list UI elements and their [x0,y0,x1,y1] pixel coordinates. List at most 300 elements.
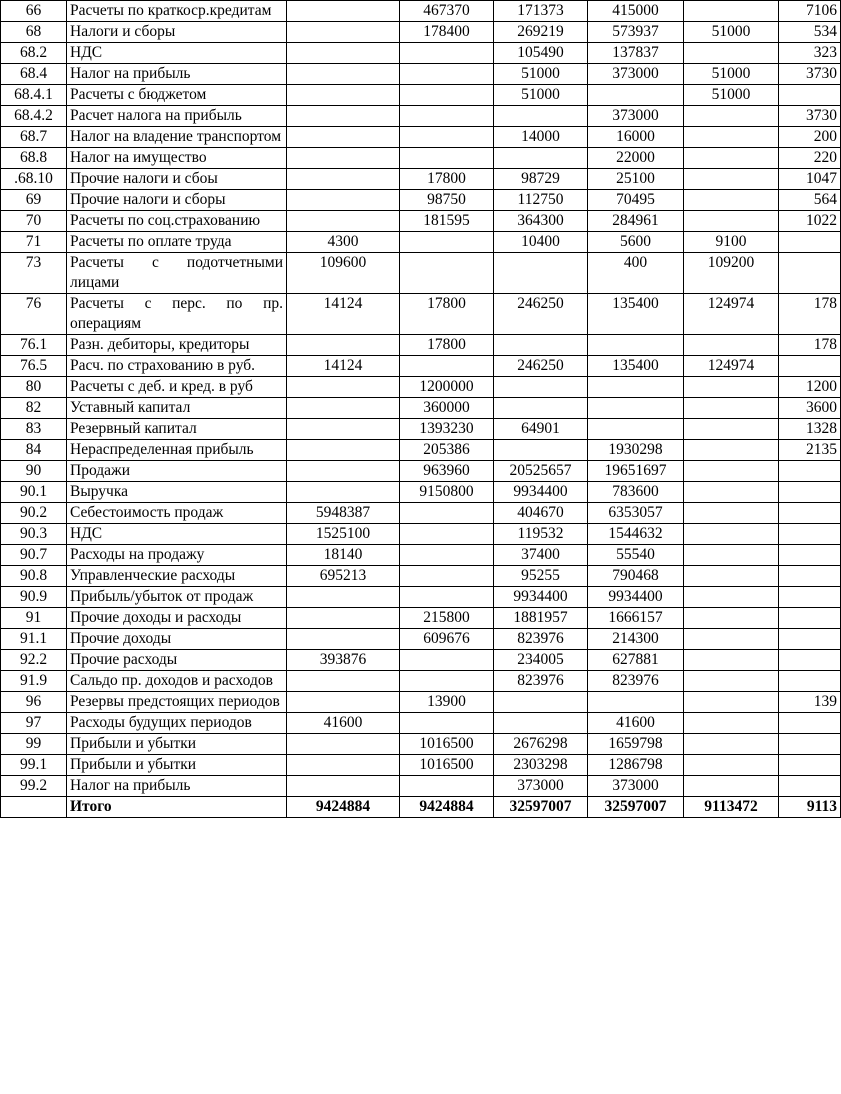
credit-opening-cell [400,232,494,253]
debit-opening-cell [287,734,400,755]
table-row [1,1,841,22]
account-code: .68.10 [1,169,67,190]
debit-opening-cell [287,608,400,629]
table-row [1,608,841,629]
debit-closing-cell: 124974 [684,356,779,377]
debit-turnover-cell: 2303298 [494,755,588,776]
debit-opening-cell: 5948387 [287,503,400,524]
credit-turnover-cell [588,377,684,398]
credit-opening-cell: 181595 [400,211,494,232]
account-name: Расчет налога на прибыль [67,106,287,127]
account-code: 80 [1,377,67,398]
table-row [1,482,841,503]
debit-turnover-cell: 9934400 [494,482,588,503]
total-credit-opening: 9424884 [400,797,494,818]
total-row [1,797,841,818]
credit-opening-cell [400,776,494,797]
credit-turnover-cell: 400 [588,253,684,294]
credit-opening-cell [400,650,494,671]
debit-turnover-cell: 51000 [494,85,588,106]
account-name: Нераспределенная прибыль [67,440,287,461]
credit-turnover-cell: 373000 [588,776,684,797]
credit-opening-cell [400,545,494,566]
credit-closing-cell [779,713,841,734]
account-name: Резервы предстоящих периодов [67,692,287,713]
account-name: Расходы на продажу [67,545,287,566]
debit-opening-cell [287,377,400,398]
debit-opening-cell: 109600 [287,253,400,294]
credit-closing-cell [779,566,841,587]
debit-opening-cell [287,671,400,692]
credit-closing-cell: 139 [779,692,841,713]
credit-turnover-cell: 573937 [588,22,684,43]
debit-turnover-cell: 105490 [494,43,588,64]
debit-closing-cell [684,545,779,566]
total-credit-turnover: 32597007 [588,797,684,818]
credit-closing-cell: 323 [779,43,841,64]
account-code: 68.8 [1,148,67,169]
account-code: 71 [1,232,67,253]
table-row [1,419,841,440]
table-row [1,629,841,650]
debit-closing-cell [684,377,779,398]
account-name: Уставный капитал [67,398,287,419]
credit-closing-cell [779,734,841,755]
debit-closing-cell [684,587,779,608]
debit-turnover-cell [494,398,588,419]
table-row [1,190,841,211]
credit-opening-cell: 1393230 [400,419,494,440]
account-name: Прочие доходы и расходы [67,608,287,629]
account-code: 99.1 [1,755,67,776]
credit-turnover-cell: 25100 [588,169,684,190]
credit-opening-cell [400,148,494,169]
debit-closing-cell [684,503,779,524]
debit-turnover-cell: 95255 [494,566,588,587]
credit-turnover-cell [588,419,684,440]
table-row [1,232,841,253]
debit-closing-cell: 109200 [684,253,779,294]
credit-opening-cell: 1016500 [400,755,494,776]
credit-closing-cell: 534 [779,22,841,43]
credit-opening-cell: 205386 [400,440,494,461]
credit-turnover-cell: 137837 [588,43,684,64]
credit-opening-cell [400,713,494,734]
credit-closing-cell [779,461,841,482]
debit-turnover-cell: 246250 [494,356,588,377]
credit-closing-cell [779,232,841,253]
table-row [1,734,841,755]
account-name: Управленческие расходы [67,566,287,587]
credit-closing-cell: 3600 [779,398,841,419]
ledger-body [1,1,841,818]
table-row [1,22,841,43]
table-row [1,587,841,608]
debit-closing-cell: 51000 [684,22,779,43]
credit-turnover-cell [588,692,684,713]
credit-turnover-cell: 214300 [588,629,684,650]
debit-opening-cell [287,211,400,232]
debit-turnover-cell: 373000 [494,776,588,797]
debit-turnover-cell: 64901 [494,419,588,440]
account-name: Расчеты с деб. и кред. в руб [67,377,287,398]
debit-turnover-cell: 171373 [494,1,588,22]
account-name: Прибыли и убытки [67,734,287,755]
account-code: 68.2 [1,43,67,64]
credit-turnover-cell: 135400 [588,356,684,377]
debit-turnover-cell [494,106,588,127]
debit-opening-cell [287,127,400,148]
account-code: 82 [1,398,67,419]
debit-opening-cell [287,148,400,169]
credit-closing-cell [779,755,841,776]
credit-turnover-cell [588,335,684,356]
table-row [1,43,841,64]
account-code: 76.1 [1,335,67,356]
debit-opening-cell [287,85,400,106]
account-code: 97 [1,713,67,734]
debit-closing-cell [684,335,779,356]
account-code: 76.5 [1,356,67,377]
account-code: 90.1 [1,482,67,503]
credit-opening-cell: 1200000 [400,377,494,398]
table-row [1,356,841,377]
account-name: Налог на прибыль [67,64,287,85]
debit-turnover-cell: 823976 [494,671,588,692]
credit-closing-cell: 178 [779,294,841,335]
debit-closing-cell [684,629,779,650]
total-debit-turnover: 32597007 [494,797,588,818]
debit-closing-cell [684,43,779,64]
credit-opening-cell [400,64,494,85]
debit-opening-cell [287,190,400,211]
account-code: 90.3 [1,524,67,545]
table-row [1,127,841,148]
credit-opening-cell [400,503,494,524]
debit-opening-cell [287,22,400,43]
table-row [1,106,841,127]
credit-opening-cell: 609676 [400,629,494,650]
credit-opening-cell [400,566,494,587]
debit-opening-cell [287,169,400,190]
credit-opening-cell [400,106,494,127]
debit-turnover-cell [494,335,588,356]
debit-opening-cell: 393876 [287,650,400,671]
credit-turnover-cell: 1544632 [588,524,684,545]
credit-closing-cell: 200 [779,127,841,148]
debit-turnover-cell: 119532 [494,524,588,545]
account-code: 90 [1,461,67,482]
debit-turnover-cell: 269219 [494,22,588,43]
debit-closing-cell: 51000 [684,85,779,106]
credit-opening-cell [400,85,494,106]
credit-turnover-cell: 6353057 [588,503,684,524]
credit-turnover-cell: 1666157 [588,608,684,629]
debit-opening-cell [287,43,400,64]
debit-turnover-cell: 51000 [494,64,588,85]
debit-closing-cell [684,211,779,232]
account-name: Продажи [67,461,287,482]
credit-closing-cell [779,650,841,671]
table-row [1,253,841,294]
credit-closing-cell: 7106 [779,1,841,22]
credit-closing-cell: 2135 [779,440,841,461]
account-code: 84 [1,440,67,461]
credit-turnover-cell: 373000 [588,106,684,127]
credit-opening-cell: 17800 [400,294,494,335]
account-code: 92.2 [1,650,67,671]
credit-opening-cell: 17800 [400,335,494,356]
table-row [1,692,841,713]
account-code: 68.4.2 [1,106,67,127]
account-code: 99 [1,734,67,755]
debit-closing-cell [684,482,779,503]
account-code: 76 [1,294,67,335]
debit-opening-cell [287,106,400,127]
credit-closing-cell [779,671,841,692]
debit-opening-cell: 41600 [287,713,400,734]
credit-turnover-cell: 9934400 [588,587,684,608]
table-row [1,294,841,335]
table-row [1,148,841,169]
credit-turnover-cell: 1286798 [588,755,684,776]
account-name: Прочие налоги и сборы [67,190,287,211]
credit-turnover-cell: 1659798 [588,734,684,755]
credit-opening-cell [400,253,494,294]
account-name: Прочие расходы [67,650,287,671]
account-code: 68.4 [1,64,67,85]
account-name: Налог на владение транспортом [67,127,287,148]
debit-turnover-cell: 9934400 [494,587,588,608]
credit-turnover-cell: 1930298 [588,440,684,461]
credit-closing-cell: 220 [779,148,841,169]
account-name: Расходы будущих периодов [67,713,287,734]
debit-turnover-cell [494,148,588,169]
account-name: НДС [67,43,287,64]
account-code: 90.9 [1,587,67,608]
credit-opening-cell: 1016500 [400,734,494,755]
debit-turnover-cell: 823976 [494,629,588,650]
debit-closing-cell [684,398,779,419]
credit-opening-cell: 17800 [400,169,494,190]
debit-turnover-cell: 364300 [494,211,588,232]
debit-opening-cell [287,629,400,650]
credit-turnover-cell: 16000 [588,127,684,148]
credit-opening-cell: 467370 [400,1,494,22]
credit-closing-cell: 1022 [779,211,841,232]
debit-opening-cell [287,1,400,22]
total-credit-closing: 9113 [779,797,841,818]
debit-opening-cell: 18140 [287,545,400,566]
credit-turnover-cell: 373000 [588,64,684,85]
debit-closing-cell [684,692,779,713]
credit-opening-cell: 360000 [400,398,494,419]
credit-turnover-cell: 5600 [588,232,684,253]
debit-turnover-cell: 246250 [494,294,588,335]
credit-closing-cell: 1047 [779,169,841,190]
debit-closing-cell: 51000 [684,64,779,85]
credit-opening-cell: 215800 [400,608,494,629]
credit-closing-cell [779,608,841,629]
debit-turnover-cell: 404670 [494,503,588,524]
account-name: Себестоимость продаж [67,503,287,524]
debit-closing-cell [684,734,779,755]
account-name: Резервный капитал [67,419,287,440]
debit-turnover-cell: 234005 [494,650,588,671]
debit-turnover-cell: 14000 [494,127,588,148]
debit-opening-cell [287,692,400,713]
debit-closing-cell [684,419,779,440]
credit-closing-cell [779,776,841,797]
debit-turnover-cell [494,253,588,294]
account-code: 68 [1,22,67,43]
credit-turnover-cell: 790468 [588,566,684,587]
table-row [1,461,841,482]
total-code-cell [1,797,67,818]
table-row [1,440,841,461]
account-code: 90.2 [1,503,67,524]
account-code: 99.2 [1,776,67,797]
account-code: 70 [1,211,67,232]
debit-opening-cell: 4300 [287,232,400,253]
debit-closing-cell [684,524,779,545]
debit-closing-cell [684,148,779,169]
credit-closing-cell: 564 [779,190,841,211]
debit-turnover-cell: 1881957 [494,608,588,629]
account-name: Налог на имущество [67,148,287,169]
debit-closing-cell [684,566,779,587]
account-name: Прочие доходы [67,629,287,650]
account-name: Налог на прибыль [67,776,287,797]
total-label: Итого [67,797,287,818]
account-code: 68.7 [1,127,67,148]
credit-opening-cell [400,356,494,377]
debit-closing-cell [684,608,779,629]
debit-opening-cell [287,587,400,608]
debit-closing-cell [684,169,779,190]
credit-opening-cell [400,671,494,692]
debit-closing-cell [684,776,779,797]
table-row [1,545,841,566]
credit-closing-cell [779,524,841,545]
total-debit-opening: 9424884 [287,797,400,818]
debit-opening-cell [287,776,400,797]
debit-opening-cell: 695213 [287,566,400,587]
table-row [1,377,841,398]
account-name: Расчеты по соц.страхованию [67,211,287,232]
debit-opening-cell [287,482,400,503]
credit-closing-cell [779,629,841,650]
credit-turnover-cell: 783600 [588,482,684,503]
credit-turnover-cell: 627881 [588,650,684,671]
account-name: Расчеты с подотчетными лицами [67,253,287,294]
account-name: Расчеты с перс. по пр. операциям [67,294,287,335]
debit-turnover-cell [494,692,588,713]
credit-closing-cell: 3730 [779,106,841,127]
credit-closing-cell [779,356,841,377]
credit-closing-cell [779,253,841,294]
debit-turnover-cell [494,377,588,398]
debit-closing-cell [684,461,779,482]
debit-turnover-cell [494,440,588,461]
account-name: Сальдо пр. доходов и расходов [67,671,287,692]
credit-closing-cell [779,545,841,566]
debit-closing-cell [684,1,779,22]
account-name: Прибыль/убыток от продаж [67,587,287,608]
debit-closing-cell [684,713,779,734]
table-row [1,524,841,545]
debit-opening-cell [287,461,400,482]
credit-turnover-cell: 135400 [588,294,684,335]
account-code: 90.7 [1,545,67,566]
account-name: НДС [67,524,287,545]
account-code: 83 [1,419,67,440]
debit-turnover-cell [494,713,588,734]
credit-turnover-cell: 415000 [588,1,684,22]
credit-turnover-cell [588,85,684,106]
account-code: 91 [1,608,67,629]
credit-opening-cell: 98750 [400,190,494,211]
debit-closing-cell [684,190,779,211]
credit-closing-cell: 1328 [779,419,841,440]
account-name: Расчеты по оплате труда [67,232,287,253]
account-name: Разн. дебиторы, кредиторы [67,335,287,356]
credit-opening-cell [400,43,494,64]
debit-opening-cell: 1525100 [287,524,400,545]
credit-turnover-cell: 823976 [588,671,684,692]
account-code: 73 [1,253,67,294]
debit-closing-cell [684,440,779,461]
debit-opening-cell [287,419,400,440]
account-name: Налоги и сборы [67,22,287,43]
account-name: Прочие налоги и сбоы [67,169,287,190]
debit-opening-cell [287,440,400,461]
table-row [1,85,841,106]
credit-closing-cell [779,587,841,608]
credit-opening-cell: 13900 [400,692,494,713]
account-name: Расч. по страхованию в руб. [67,356,287,377]
credit-turnover-cell: 55540 [588,545,684,566]
debit-opening-cell: 14124 [287,294,400,335]
table-row [1,713,841,734]
debit-turnover-cell: 112750 [494,190,588,211]
table-row [1,64,841,85]
credit-turnover-cell: 70495 [588,190,684,211]
debit-opening-cell [287,398,400,419]
debit-opening-cell [287,64,400,85]
credit-opening-cell [400,587,494,608]
credit-closing-cell [779,482,841,503]
account-name: Расчеты с бюджетом [67,85,287,106]
account-code: 91.9 [1,671,67,692]
credit-turnover-cell [588,398,684,419]
account-code: 91.1 [1,629,67,650]
credit-closing-cell [779,85,841,106]
credit-opening-cell: 178400 [400,22,494,43]
debit-closing-cell: 124974 [684,294,779,335]
credit-turnover-cell: 19651697 [588,461,684,482]
table-row [1,335,841,356]
debit-turnover-cell: 20525657 [494,461,588,482]
debit-turnover-cell: 37400 [494,545,588,566]
table-row [1,169,841,190]
table-row [1,398,841,419]
credit-turnover-cell: 284961 [588,211,684,232]
debit-closing-cell [684,671,779,692]
table-row [1,671,841,692]
table-row [1,566,841,587]
credit-opening-cell [400,127,494,148]
